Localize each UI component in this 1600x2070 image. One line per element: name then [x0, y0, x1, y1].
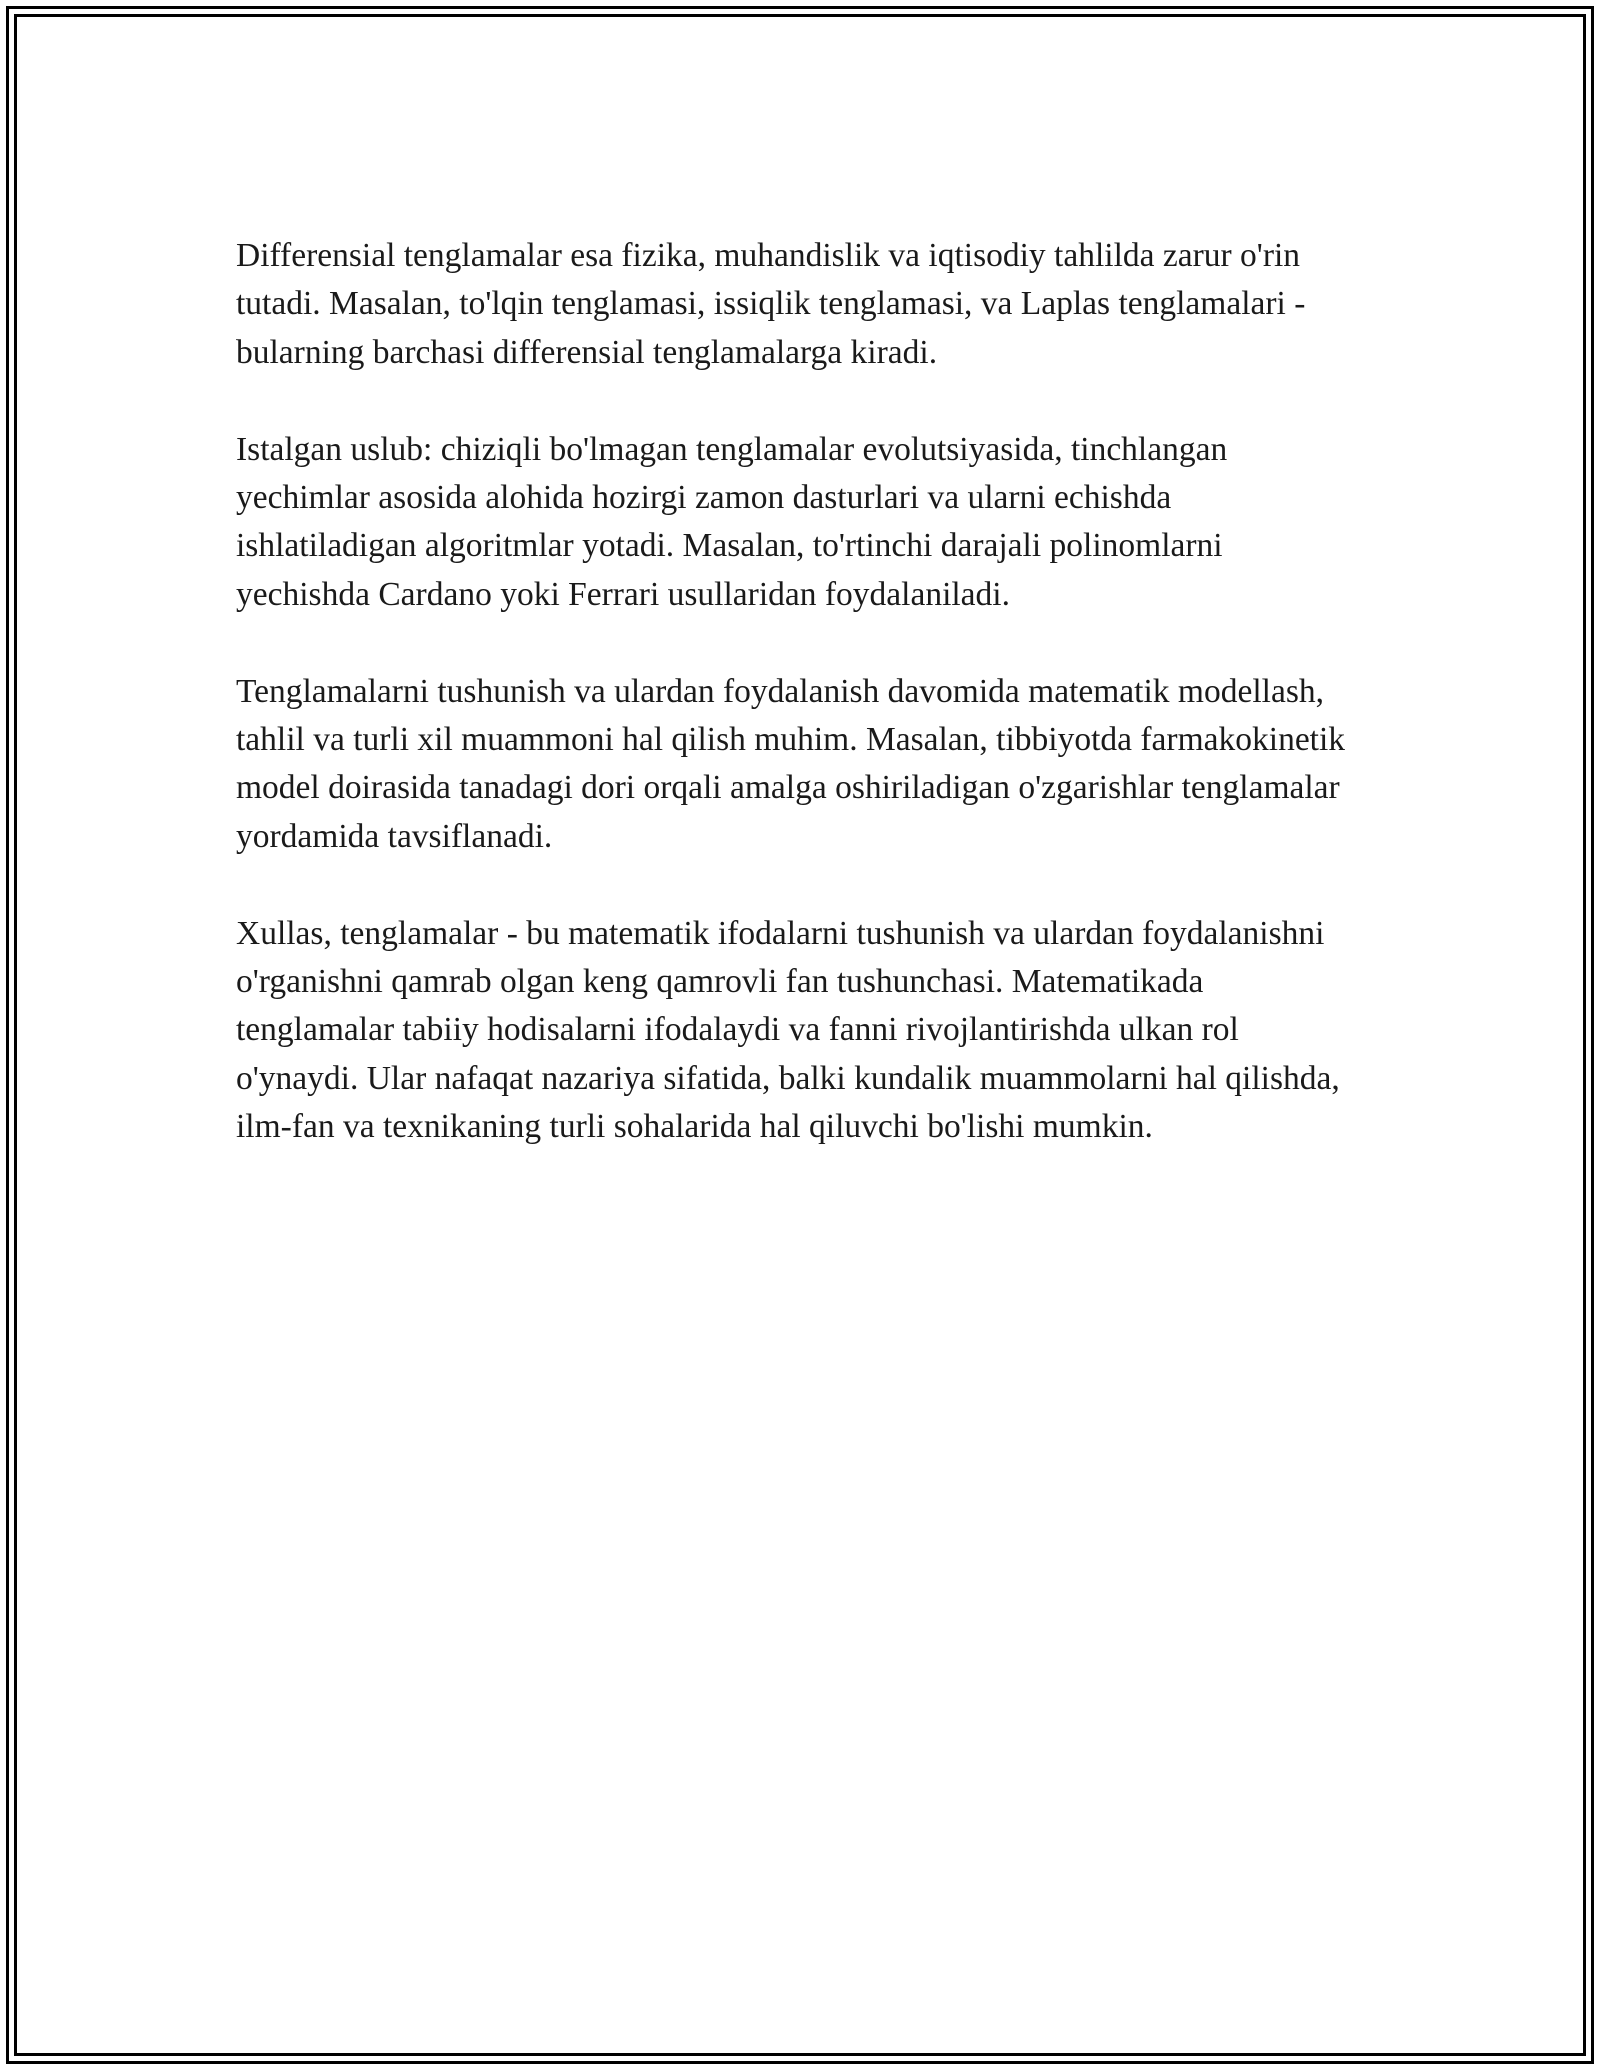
paragraph-3: Tenglamalarni tushunish va ulardan foydalanish davomida matematik modellash, tahlil va turli xil muammoni hal qilish muhim. Masalan, tibbiyotda farmakokinetik model doirasida tanadagi dori orqali amalga oshiriladigan o'zgarishlar tenglamalar yordamida tavsiflanadi. — [236, 672, 1346, 855]
paragraph-2: Istalgan uslub: chiziqli bo'lmagan tenglamalar evolutsiyasida, tinchlangan yechimlar asosida alohida hozirgi zamon dasturlari va ularni echishda ishlatiladigan algoritmlar yotadi. Masalan, to'rtinchi darajali polinomlarni yechishda Cardano yoki Ferrari usullaridan foydalaniladi. — [236, 430, 1228, 613]
paragraph-1: Differensial tenglamalar esa fizika, muhandislik va iqtisodiy tahlilda zarur o'rin tutadi. Masalan, to'lqin tenglamasi, issiqlik tenglamasi, va Laplas tenglamalari - bularning barchasi differensial tenglamalarga kiradi. — [236, 237, 1306, 371]
paragraph-4: Xullas, tenglamalar - bu matematik ifodalarni tushunish va ulardan foydalanishni o'rganishni qamrab olgan keng qamrovli fan tushunchasi. Matematikada tenglamalar tabiiy hodisalarni ifodalaydi va fanni rivojlantirishda ulkan rol o'ynaydi. Ular nafaqat nazariya sifatida, balki kundalik muammolarni hal qilishda, ilm-fan va texnikaning turli sohalarida hal qiluvchi bo'lishi mumkin. — [236, 914, 1340, 1146]
document-body — [236, 232, 1356, 1152]
